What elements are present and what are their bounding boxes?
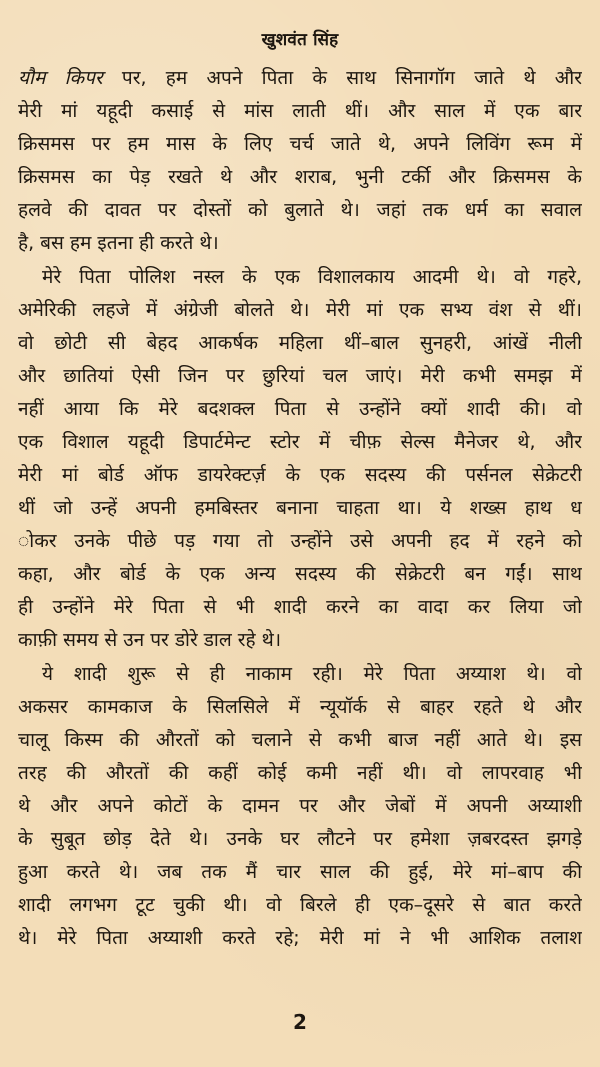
text-line: मेरी मां यहूदी कसाई से मांस लाती थीं। और साल में एक बार (18, 100, 582, 122)
text-line: हुआ करते थे। जब तक मैं चार साल की हुई, मेरे मां–बाप की (18, 861, 582, 883)
text-line: वो छोटी सी बेहद आकर्षक महिला थीं–बाल सुनहरी, आंखें नीली (18, 332, 582, 354)
text-line: ये शादी शुरू से ही नाकाम रही। मेरे पिता अय्याश थे। वो (42, 663, 582, 685)
paragraph-1 (18, 62, 582, 260)
text-line: शादी लगभग टूट चुकी थी। वो बिरले ही एक–दूसरे से बात करते (18, 894, 582, 916)
text-line (18, 62, 582, 95)
text-line: ोकर उनके पीछे पड़ गया तो उन्होंने उसे अपनी हद में रहने को (18, 530, 582, 552)
text-line: है, बस हम इतना ही करते थे। (18, 232, 219, 254)
text-line: क्रिसमस पर हम मास के लिए चर्च जाते थे, अपने लिविंग रूम में (18, 133, 582, 155)
text-line: के सुबूत छोड़ देते थे। उनके घर लौटने पर हमेशा ज़बरदस्त झगड़े (18, 828, 582, 850)
text-line: थीं जो उन्हें अपनी हमबिस्तर बनाना चाहता था। ये शख्स हाथ ध (18, 497, 582, 519)
italic-term: यौम किपर (18, 67, 103, 89)
text-line: चालू किस्म की औरतों को चलाने से कभी बाज नहीं आते थे। इस (18, 729, 582, 751)
paragraph-3 (18, 658, 582, 955)
text-line: क्रिसमस का पेड़ रखते थे और शराब, भुनी टर्की और क्रिसमस के (18, 166, 582, 188)
text-line: काफ़ी समय से उन पर डोरे डाल रहे थे। (18, 629, 282, 651)
text-line: हलवे की दावत पर दोस्तों को बुलाते थे। जहां तक धर्म का सवाल (18, 199, 582, 221)
text-line: अमेरिकी लहजे में अंग्रेजी बोलते थे। मेरी मां एक सभ्य वंश से थीं। (18, 299, 582, 321)
author-name: खुशवंत सिंह (261, 29, 339, 50)
page-number: 2 (293, 1010, 307, 1034)
text-run: पर, हम अपने पिता के साथ सिनागॉग जाते थे और (102, 67, 582, 89)
text-line: एक विशाल यहूदी डिपार्टमेन्ट स्टोर में चीफ़ सेल्स मैनेजर थे, और (18, 431, 582, 453)
running-header (18, 14, 582, 62)
text-line: ही उन्होंने मेरे पिता से भी शादी करने का वादा कर लिया जो (18, 596, 582, 618)
text-line: और छातियां ऐसी जिन पर छुरियां चल जाएं। मेरी कभी समझ में (18, 365, 582, 387)
text-line: मेरे पिता पोलिश नस्ल के एक विशालकाय आदमी थे। वो गहरे, (42, 266, 582, 288)
text-line: अकसर कामकाज के सिलसिले में न्यूयॉर्क से बाहर रहते थे और (18, 696, 582, 718)
text-line: तरह की औरतों की कहीं कोई कमी नहीं थी। वो लापरवाह भी (18, 762, 582, 784)
text-line: थे और अपने कोटों के दामन पर और जेबों में अपनी अय्याशी (18, 795, 582, 817)
text-line: मेरी मां बोर्ड ऑफ डायरेक्टर्ज़ के एक सदस्य की पर्सनल सेक्रेटरी (18, 464, 582, 486)
text-line: थे। मेरे पिता अय्याशी करते रहे; मेरी मां ने भी आशिक तलाश (18, 927, 582, 949)
paragraph-2 (18, 261, 582, 657)
text-line: नहीं आया कि मेरे बदशक्ल पिता से उन्होंने क्यों शादी की। वो (18, 398, 582, 420)
text-line: कहा, और बोर्ड के एक अन्य सदस्य की सेक्रेटरी बन गईं। साथ (18, 563, 582, 585)
body-text (18, 62, 582, 955)
